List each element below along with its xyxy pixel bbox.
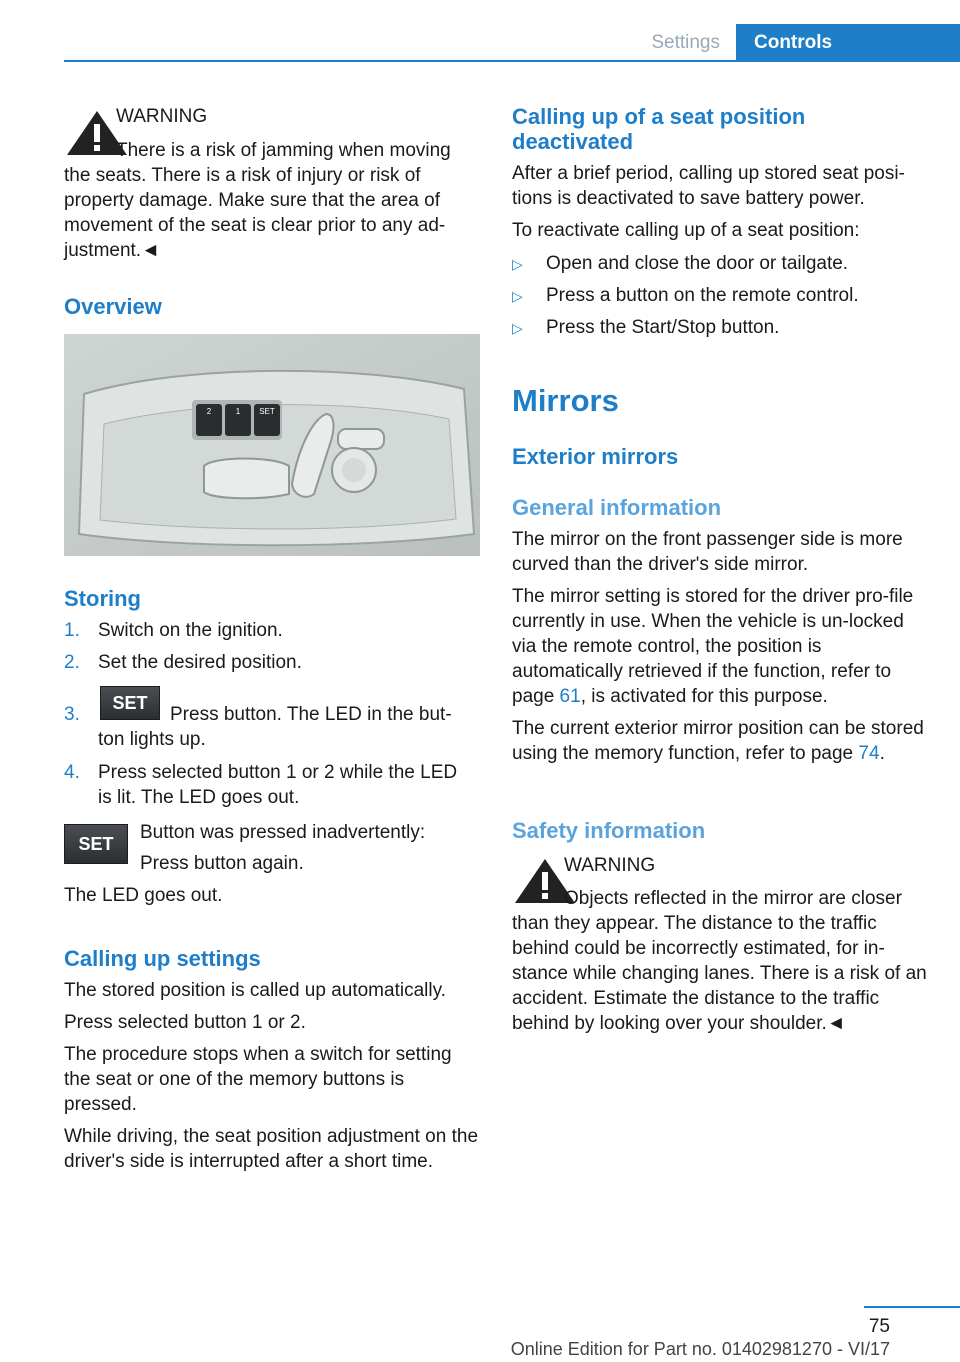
bullet-triangle-icon: ▷: [512, 256, 523, 272]
footer-edition: Online Edition for Part no. 01402981270 - VI/17: [510, 1339, 890, 1359]
inadvertent-text: Button was pressed inadvertently:: [140, 822, 426, 843]
led-goes-out-text: The LED goes out.: [64, 885, 223, 906]
step-text: Press selected button 1 or 2 while the LED is lit. The LED goes out.: [98, 762, 458, 808]
warning-text: the seats. There is a risk of injury or risk of property damage. Make sure that the area of movement of the seat is clear prior to any ad‐justment.◄: [64, 165, 446, 261]
header-rule: [64, 60, 960, 62]
exterior-mirrors-heading: Exterior mirrors: [512, 444, 679, 469]
body-paragraph: Press selected button 1 or 2.: [64, 1012, 306, 1033]
step-number: 4.: [64, 762, 80, 783]
deactivated-heading: Calling up of a seat position deactivated: [512, 104, 806, 154]
warning-title: WARNING: [564, 855, 656, 876]
mirrors-heading: Mirrors: [512, 383, 619, 418]
body-paragraph: After a brief period, calling up stored seat posi‐tions is deactivated to save battery power.: [512, 163, 905, 209]
safety-information-heading: Safety information: [512, 818, 706, 843]
body-paragraph: To reactivate calling up of a seat position:: [512, 220, 860, 241]
bullet-text: Open and close the door or tailgate.: [546, 253, 849, 274]
step-number: 3.: [64, 704, 80, 725]
page-link-74[interactable]: 74: [858, 743, 880, 764]
body-paragraph: While driving, the seat position adjustment on the driver's side is interrupted after a short time.: [64, 1126, 479, 1172]
body-paragraph: The procedure stops when a switch for setting the seat or one of the memory buttons is pressed.: [64, 1044, 452, 1115]
body-paragraph: The stored position is called up automatically.: [64, 980, 446, 1001]
calling-up-heading: Calling up settings: [64, 946, 261, 971]
body-paragraph: The current exterior mirror position can be stored using the memory function, refer to page 74.: [512, 718, 924, 764]
step-text: Set the desired position.: [98, 652, 302, 673]
step-text: Press button. The LED in the but‐ton lights up.: [98, 704, 452, 750]
header-chapter-controls: Controls: [736, 24, 960, 62]
bullet-triangle-icon: ▷: [512, 288, 523, 304]
body-paragraph: The mirror on the front passenger side is more curved than the driver's side mirror.: [512, 529, 903, 575]
inadvertent-text: Press button again.: [140, 853, 304, 874]
header-section-settings: Settings: [651, 32, 720, 53]
seat-controls-image: [64, 334, 480, 556]
page-link-61[interactable]: 61: [559, 686, 581, 707]
step-number: 2.: [64, 652, 80, 673]
warning-text: than they appear. The distance to the traffic behind could be incorrectly estimated, for in‐stance while changing lanes. There is a risk of an accident. Estimate the distance to the traffic behind by looking over your shoulder.◄: [512, 913, 927, 1034]
set-button-icon: SET: [100, 686, 160, 720]
step-text: Switch on the ignition.: [98, 620, 283, 641]
storing-heading: Storing: [64, 586, 141, 611]
warning-line1: Objects reflected in the mirror are closer: [564, 888, 902, 909]
bullet-text: Press a button on the remote control.: [546, 285, 859, 306]
warning-title: WARNING: [116, 106, 208, 127]
footer-rule: [864, 1306, 960, 1308]
body-paragraph: The mirror setting is stored for the driver pro‐file currently in use. When the vehicle is un‐locked via the remote control, the position is automatically retrieved if the function, refer to page 61, is activated for this purpose.: [512, 586, 914, 707]
bullet-triangle-icon: ▷: [512, 320, 523, 336]
bullet-text: Press the Start/Stop button.: [546, 317, 780, 338]
general-information-heading: General information: [512, 495, 722, 520]
svg-text:1: 1: [235, 407, 241, 416]
warning-line1: There is a risk of jamming when moving: [116, 140, 451, 161]
page-number: 75: [868, 1316, 890, 1337]
set-button-icon: SET: [64, 824, 128, 864]
step-number: 1.: [64, 620, 80, 641]
svg-text:SET: SET: [259, 407, 275, 416]
overview-heading: Overview: [64, 294, 162, 319]
svg-text:2: 2: [206, 407, 212, 416]
